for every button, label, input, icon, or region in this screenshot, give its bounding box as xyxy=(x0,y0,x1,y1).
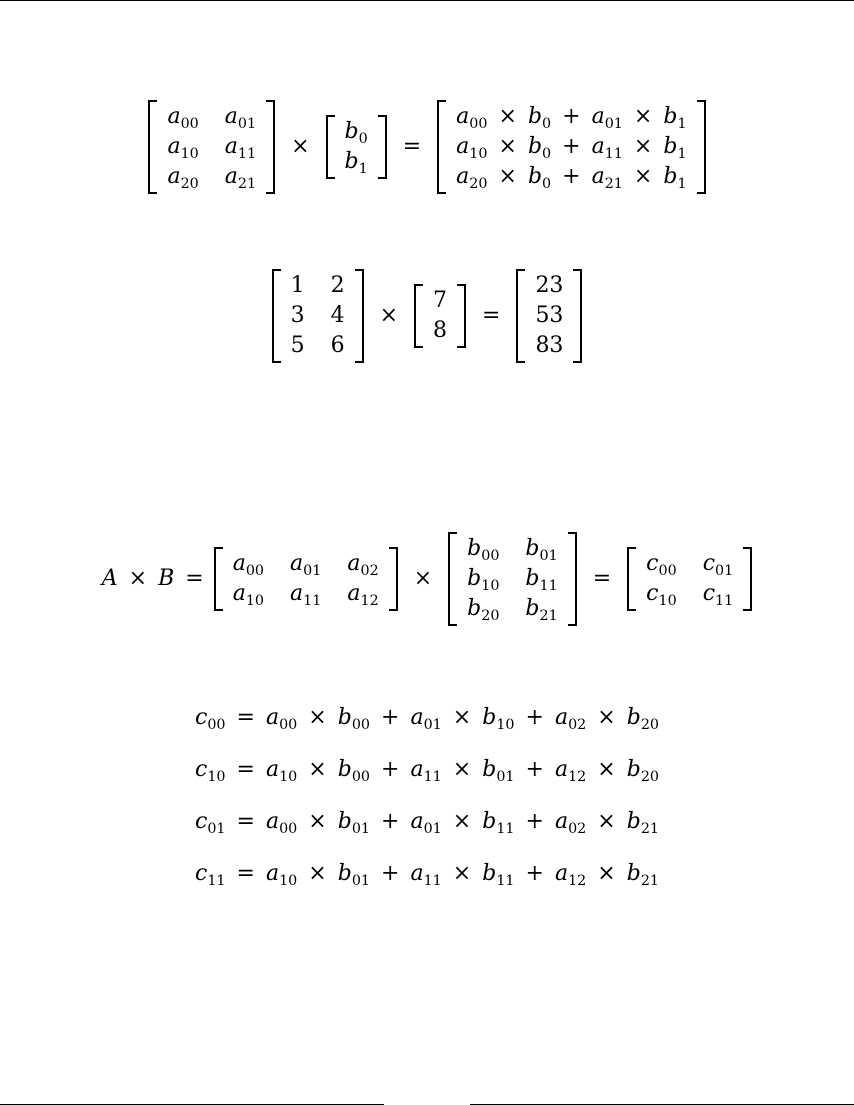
matrix-a-numeric xyxy=(272,269,364,363)
equation-matrix-vector-numeric xyxy=(0,268,854,364)
equals-sign: = xyxy=(482,303,501,328)
left-bracket xyxy=(414,284,423,348)
right-bracket xyxy=(355,269,364,363)
matrix-entry: $a_{10}$ xyxy=(167,134,199,162)
left-bracket xyxy=(627,547,636,611)
matrix-entry: $a_{21}$ xyxy=(224,164,257,192)
equation-matrix-matrix xyxy=(0,527,854,631)
vector-b-numeric xyxy=(414,284,466,348)
matrix-entry: $a_{01}$ xyxy=(290,551,322,579)
right-bracket xyxy=(573,269,582,363)
expansion-equations xyxy=(0,692,854,900)
equals-sign: = xyxy=(592,566,612,591)
matrix-entry: $c_{01}$ xyxy=(702,551,734,579)
matrix-entry: $b_{00}$ xyxy=(467,536,500,564)
expansion-line: $c_{00} = a_{00} \times b_{00} + a_{01} \times b_{10} + a_{02} \times b_{20}$ xyxy=(194,705,660,733)
matrix-entry: 23 xyxy=(535,273,564,298)
vector-b xyxy=(326,115,387,179)
matrix-entry: $b_{01}$ xyxy=(525,536,558,564)
result-vector-numeric xyxy=(516,269,582,363)
matrix-entry: $a_{00} \times b_0 + a_{01} \times b_1$ xyxy=(456,104,687,132)
matrix-entry: 8 xyxy=(433,318,447,343)
matrix-entry: $a_{11}$ xyxy=(290,581,322,609)
left-bracket xyxy=(437,100,446,194)
matrix-entry: 4 xyxy=(330,303,345,328)
matrix-entry: 53 xyxy=(535,303,564,328)
left-bracket xyxy=(148,100,157,194)
matrix-entry: 7 xyxy=(433,288,447,313)
matrix-entry: $b_{10}$ xyxy=(467,566,500,594)
equals-sign: = xyxy=(402,134,422,159)
lhs-label: A × B = xyxy=(101,566,204,591)
matrix-entry: $a_{20} \times b_0 + a_{21} \times b_1$ xyxy=(456,164,687,192)
times-sign: × xyxy=(291,134,310,159)
right-bracket xyxy=(568,532,577,626)
left-bracket xyxy=(448,532,457,626)
matrix-entry: $a_{10} \times b_0 + a_{11} \times b_1$ xyxy=(456,134,687,162)
times-sign: × xyxy=(379,303,398,328)
matrix-entry: $a_{02}$ xyxy=(347,551,379,579)
matrix-a xyxy=(148,100,275,194)
matrix-entry: 83 xyxy=(535,333,564,358)
equation-matrix-vector-symbolic xyxy=(0,97,854,197)
expansion-line: $c_{10} = a_{10} \times b_{00} + a_{11} \times b_{01} + a_{12} \times b_{20}$ xyxy=(194,757,660,785)
matrix-entry: $a_{10}$ xyxy=(232,581,265,609)
matrix-a-2x3 xyxy=(214,547,398,611)
top-rule xyxy=(0,0,854,1)
matrix-entry: $a_{01}$ xyxy=(224,104,257,132)
right-bracket xyxy=(457,284,466,348)
matrix-entry: 6 xyxy=(330,333,345,358)
left-bracket xyxy=(326,115,335,179)
right-bracket xyxy=(389,547,398,611)
matrix-entry: 1 xyxy=(290,273,305,298)
matrix-b-3x2 xyxy=(448,532,577,626)
matrix-c-2x2 xyxy=(627,547,752,611)
left-bracket xyxy=(272,269,281,363)
result-vector xyxy=(437,100,705,194)
left-bracket xyxy=(214,547,223,611)
matrix-entry: $b_{11}$ xyxy=(525,566,558,594)
times-sign: × xyxy=(413,566,433,591)
right-bracket xyxy=(378,115,387,179)
right-bracket xyxy=(266,100,275,194)
right-bracket xyxy=(697,100,706,194)
left-bracket xyxy=(516,269,525,363)
matrix-entry: $b_{20}$ xyxy=(467,596,500,624)
expansion-line: $c_{11} = a_{10} \times b_{01} + a_{11} \times b_{11} + a_{12} \times b_{21}$ xyxy=(194,861,660,889)
matrix-entry: $c_{10}$ xyxy=(646,581,677,609)
matrix-entry: $b_0$ xyxy=(344,119,368,147)
matrix-entry: $a_{20}$ xyxy=(167,164,199,192)
matrix-entry: $c_{11}$ xyxy=(702,581,734,609)
expansion-line: $c_{01} = a_{00} \times b_{01} + a_{01} \times b_{11} + a_{02} \times b_{21}$ xyxy=(194,809,660,837)
matrix-entry: 2 xyxy=(330,273,345,298)
matrix-entry: $a_{00}$ xyxy=(167,104,199,132)
matrix-entry: $b_{21}$ xyxy=(525,596,558,624)
matrix-entry: $a_{12}$ xyxy=(347,581,379,609)
matrix-entry: $a_{11}$ xyxy=(224,134,257,162)
matrix-entry: 3 xyxy=(290,303,305,328)
matrix-entry: $c_{00}$ xyxy=(646,551,677,579)
matrix-entry: $a_{00}$ xyxy=(232,551,265,579)
matrix-entry: $b_1$ xyxy=(344,149,368,177)
right-bracket xyxy=(743,547,752,611)
matrix-entry: 5 xyxy=(290,333,305,358)
